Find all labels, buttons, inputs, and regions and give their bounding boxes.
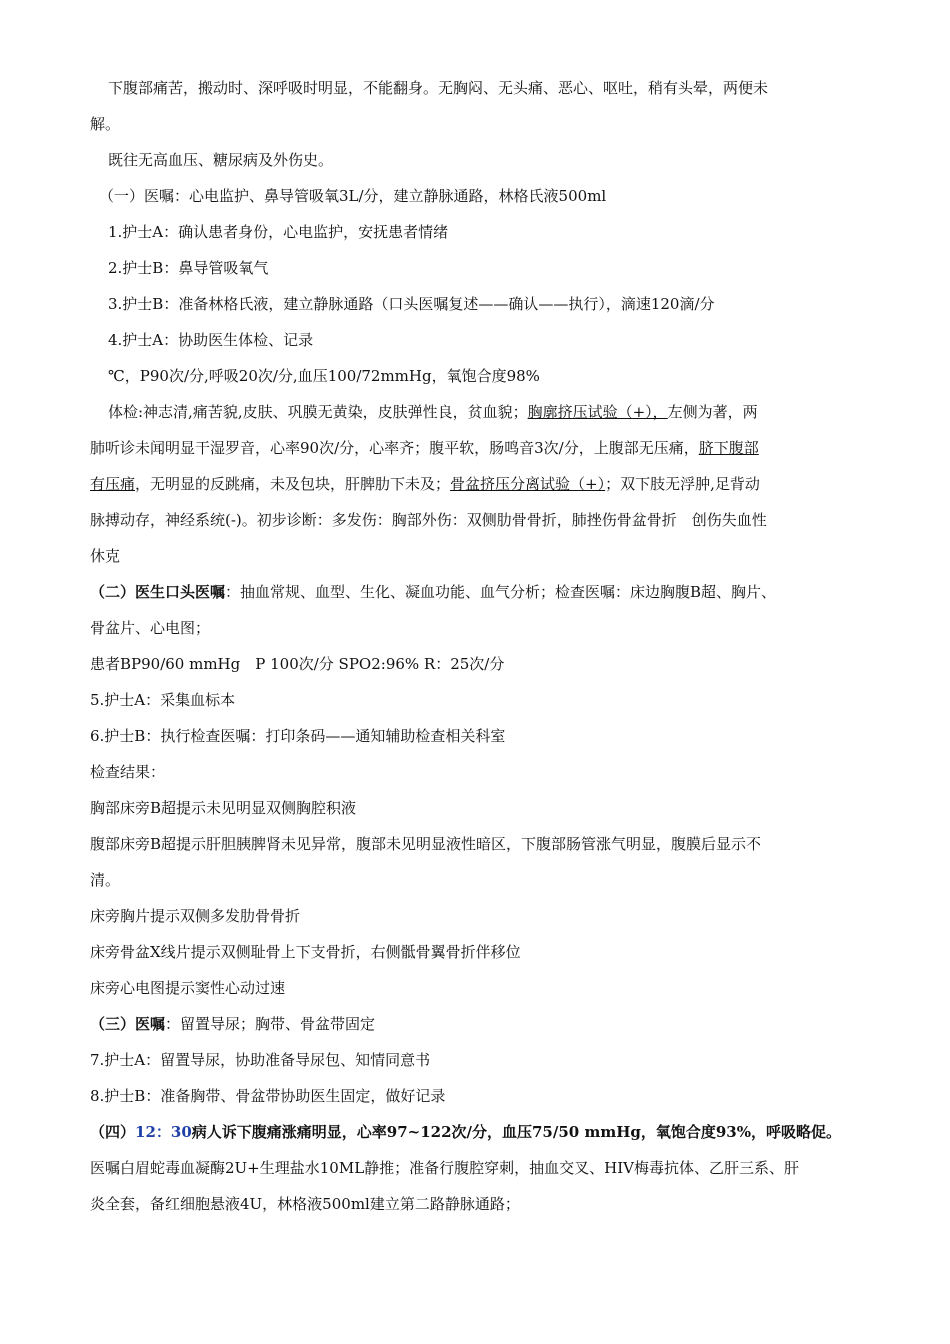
exam-underlined-chest-test: 胸廓挤压试验（+）， [527,403,668,421]
event-time: 12：30 [135,1123,192,1141]
exam-line-4: 脉搏动存，神经系统(-)。初步诊断：多发伤：胸部外伤：双侧肋骨骨折，肺挫伤骨盆骨折 创伤失血性 [90,511,767,529]
order-section-1: （一）医嘱：心电监护、鼻导管吸氧3L/分，建立静脉通路，林格氏液500ml [99,187,607,205]
order-section-3 [90,1006,870,1042]
order-section-2-line1 [90,574,870,610]
paragraph-history: 既往无高血压、糖尿病及外伤史。 [108,151,334,169]
nurse-step-4: 4.护士A：协助医生体检、记录 [108,331,314,349]
order-section-4-line1 [90,1114,870,1150]
nurse-step-8: 8.护士B：准备胸带、骨盆带协助医生固定，做好记录 [90,1087,446,1105]
result-ecg: 床旁心电图提示窦性心动过速 [90,979,286,997]
exam-text: 肺听诊未闻明显干湿罗音，心率90次/分，心率齐；腹平软，肠鸣音3次/分，上腹部无压痛， [90,439,699,457]
section-text: ：留置导尿；胸带、骨盆带固定 [165,1015,376,1033]
section-text: ：抽血常规、血型、生化、凝血功能、血气分析；检查医嘱：床边胸腹B超、胸片、 [225,583,777,601]
section-heading: （二）医生口头医嘱 [90,583,226,601]
vital-signs-line: ℃，P90次/分,呼吸20次/分,血压100/72mmHg，氧饱合度98% [108,367,540,385]
paragraph-symptoms-line1: 下腹部痛苦，搬动时、深呼吸时明显，不能翻身。无胸闷、无头痛、恶心、呕吐，稍有头晕，两便未 [108,79,769,97]
result-chest-xray: 床旁胸片提示双侧多发肋骨骨折 [90,907,301,925]
exam-line-2 [90,430,870,466]
exam-text: 体检:神志清,痛苦貌,皮肤、巩膜无黄染，皮肤弹性良，贫血貌； [108,403,528,421]
nurse-step-5: 5.护士A：采集血标本 [90,691,236,709]
patient-vitals: 患者BP90/60 mmHg P 100次/分 SPO2:96% R：25次/分 [90,655,505,673]
section-heading: （四） [90,1123,136,1141]
nurse-step-6: 6.护士B：执行检查医嘱：打印条码——通知辅助检查相关科室 [90,727,506,745]
nurse-step-1: 1.护士A：确认患者身份，心电监护，安抚患者情绪 [108,223,449,241]
nurse-step-3: 3.护士B：准备林格氏液，建立静脉通路（口头医嘱复述——确认——执行），滴速120滴/分 [108,295,715,313]
exam-underlined-tenderness: 有压痛 [90,475,136,493]
order-section-4-line3: 炎全套，备红细胞悬液4U，林格液500ml建立第二路静脉通路； [90,1195,520,1213]
order-section-4-line2: 医嘱白眉蛇毒血凝酶2U+生理盐水10ML静推；准备行腹腔穿刺，抽血交叉、HIV梅毒抗体、乙肝三系、肝 [90,1159,800,1177]
section-heading: （三）医嘱 [90,1015,166,1033]
exam-underlined-abdomen: 脐下腹部 [698,439,759,457]
result-chest-ultrasound: 胸部床旁B超提示未见明显双侧胸腔积液 [90,799,357,817]
order-section-2-line2: 骨盆片、心电图； [90,619,211,637]
exam-line-1 [90,394,870,430]
results-heading: 检查结果： [90,763,166,781]
exam-text: ；双下肢无浮肿,足背动 [605,475,760,493]
exam-underlined-pelvis-test: 骨盆挤压分离试验（+） [450,475,606,493]
result-pelvis-xray: 床旁骨盆X线片提示双侧耻骨上下支骨折，右侧骶骨翼骨折伴移位 [90,943,521,961]
nurse-step-2: 2.护士B：鼻导管吸氧气 [108,259,269,277]
exam-line-3 [90,466,870,502]
paragraph-symptoms-line2: 解。 [90,115,121,133]
exam-line-5: 休克 [90,547,121,565]
nurse-step-7: 7.护士A：留置导尿，协助准备导尿包、知情同意书 [90,1051,431,1069]
exam-text: 左侧为著，两 [667,403,758,421]
section-text: 病人诉下腹痛涨痛明显，心率97~122次/分，血压75/50 mmHg，氧饱合度93%，呼吸略促。 [191,1123,841,1141]
result-abdomen-ultrasound-line1: 腹部床旁B超提示肝胆胰脾肾未见异常，腹部未见明显液性暗区，下腹部肠管涨气明显，腹膜后显示不 [90,835,762,853]
document-page [90,70,870,1222]
result-abdomen-ultrasound-line2: 清。 [90,871,121,889]
exam-text: ，无明显的反跳痛，未及包块，肝脾肋下未及； [135,475,451,493]
